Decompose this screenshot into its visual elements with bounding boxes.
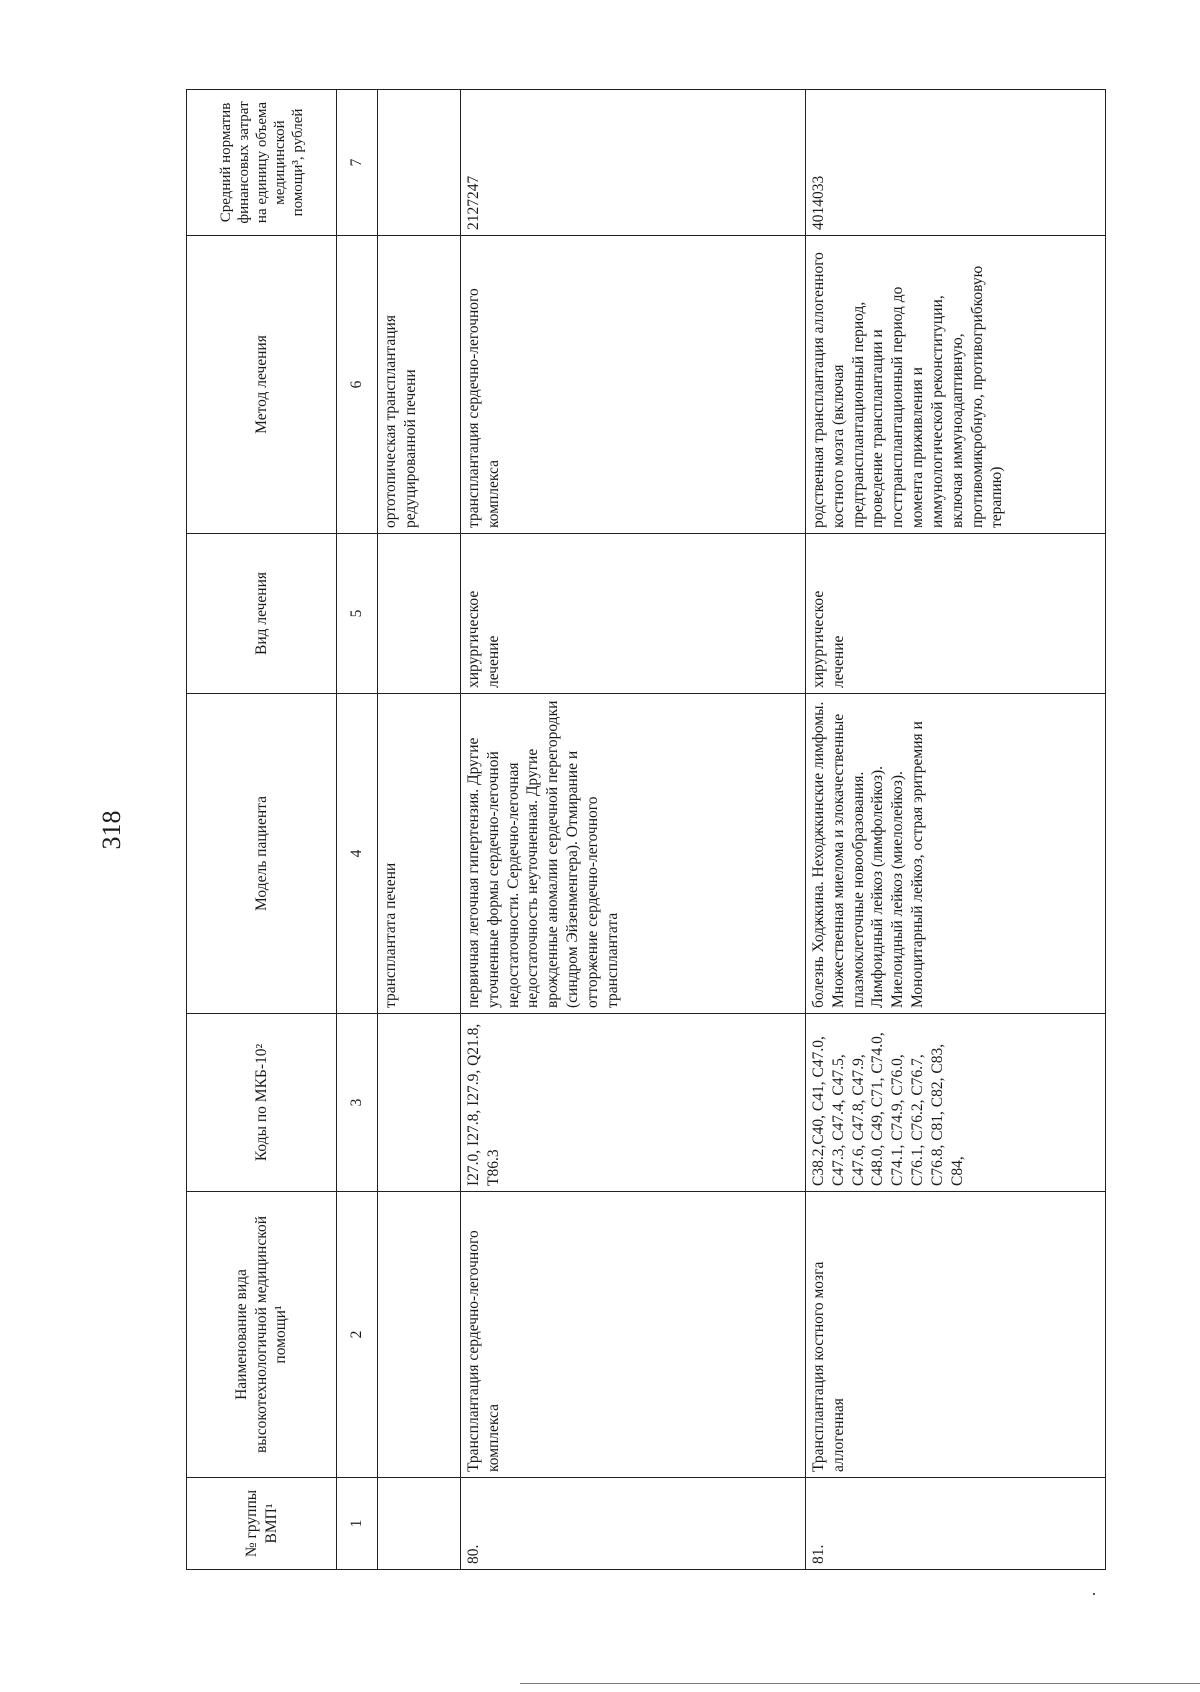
cell-name: Трансплантация костного мозга аллогенная [806,1192,1106,1478]
header-patient-model: Модель пациента [187,694,337,1014]
header-icd-codes: Коды по МКБ-10² [187,1014,337,1192]
cell-codes: C38.2,C40, C41, C47.0, C47.3, C47.4, C47.5, C47.6, C47.8, C47.9, C48.0, C49, C71, C74.0, C74.1, C74.9, C76.0, C76.1, C76.2, C76.7, C76.8, C81, C82, C83, C84, [806,1014,1106,1192]
cell-cost: 4014033 [806,90,1106,236]
rotated-table-container [186,90,1103,1570]
vmp-table [186,89,1106,1570]
page-number: 318 [97,810,126,850]
cell-group [378,1478,461,1570]
cell-model: трансплантата печени [378,694,461,1014]
header-row [187,90,337,1570]
column-number: 5 [337,534,378,694]
cell-type: хирургическое лечение [806,534,1106,694]
cell-method: ортотопическая трансплантация редуцированной печени [378,236,461,534]
header-vmp-name: Наименование вида высокотехнологичной медицинской помощи¹ [187,1192,337,1478]
cell-group: 80. [461,1478,806,1570]
cell-name: Трансплантация сердечно-легочного комплекса [461,1192,806,1478]
table-row [806,90,1106,1570]
cell-codes: I27.0, I27.8, I27.9, Q21.8, T86.3 [461,1014,806,1192]
header-treatment-method: Метод лечения [187,236,337,534]
cell-method: родственная трансплантация аллогенного костного мозга (включая предтрансплантационный период, проведение трансплантации и посттрансплантационный период до момента приживления и иммунологической реконституции, включая иммуноадаптивную, противомикробную, противогрибковую терапию) [806,236,1106,534]
cell-group: 81. [806,1478,1106,1570]
cell-model: первичная легочная гипертензия. Другие уточненные формы сердечно-легочной недостаточности. Сердечно-легочная недостаточность неуточненная. Другие врожденные аномалии сердечной перегородки (синдром Эйзенменгера). Отмирание и отторжение сердечно-легочного трансплантата [461,694,806,1014]
header-treatment-type: Вид лечения [187,534,337,694]
header-group-number: № группы ВМП¹ [187,1478,337,1570]
cell-cost [378,90,461,236]
column-number: 2 [337,1192,378,1478]
cell-method: трансплантация сердечно-легочного комплекса [461,236,806,534]
column-number: 7 [337,90,378,236]
cell-type [378,534,461,694]
cell-codes [378,1014,461,1192]
table-row [378,90,461,1570]
cell-type: хирургическое лечение [461,534,806,694]
column-number: 3 [337,1014,378,1192]
cell-name [378,1192,461,1478]
header-avg-cost: Средний норматив финансовых затрат на единицу объема медицинской помощи³, рублей [187,90,337,236]
table-row [461,90,806,1570]
scan-edge-line [520,1683,1200,1684]
column-number: 1 [337,1478,378,1570]
cell-cost: 2127247 [461,90,806,236]
scan-speck [1093,1593,1095,1595]
cell-model: болезнь Ходжкина. Неходжкинские лимфомы. Множественная миелома и злокачественные плазмоклеточные новообразования. Лимфоидный лейкоз (лимфолейкоз). Миелоидный лейкоз (миелолейкоз). Моноцитарный лейкоз, острая эритремия и [806,694,1106,1014]
column-number-row [337,90,378,1570]
column-number: 6 [337,236,378,534]
column-number: 4 [337,694,378,1014]
